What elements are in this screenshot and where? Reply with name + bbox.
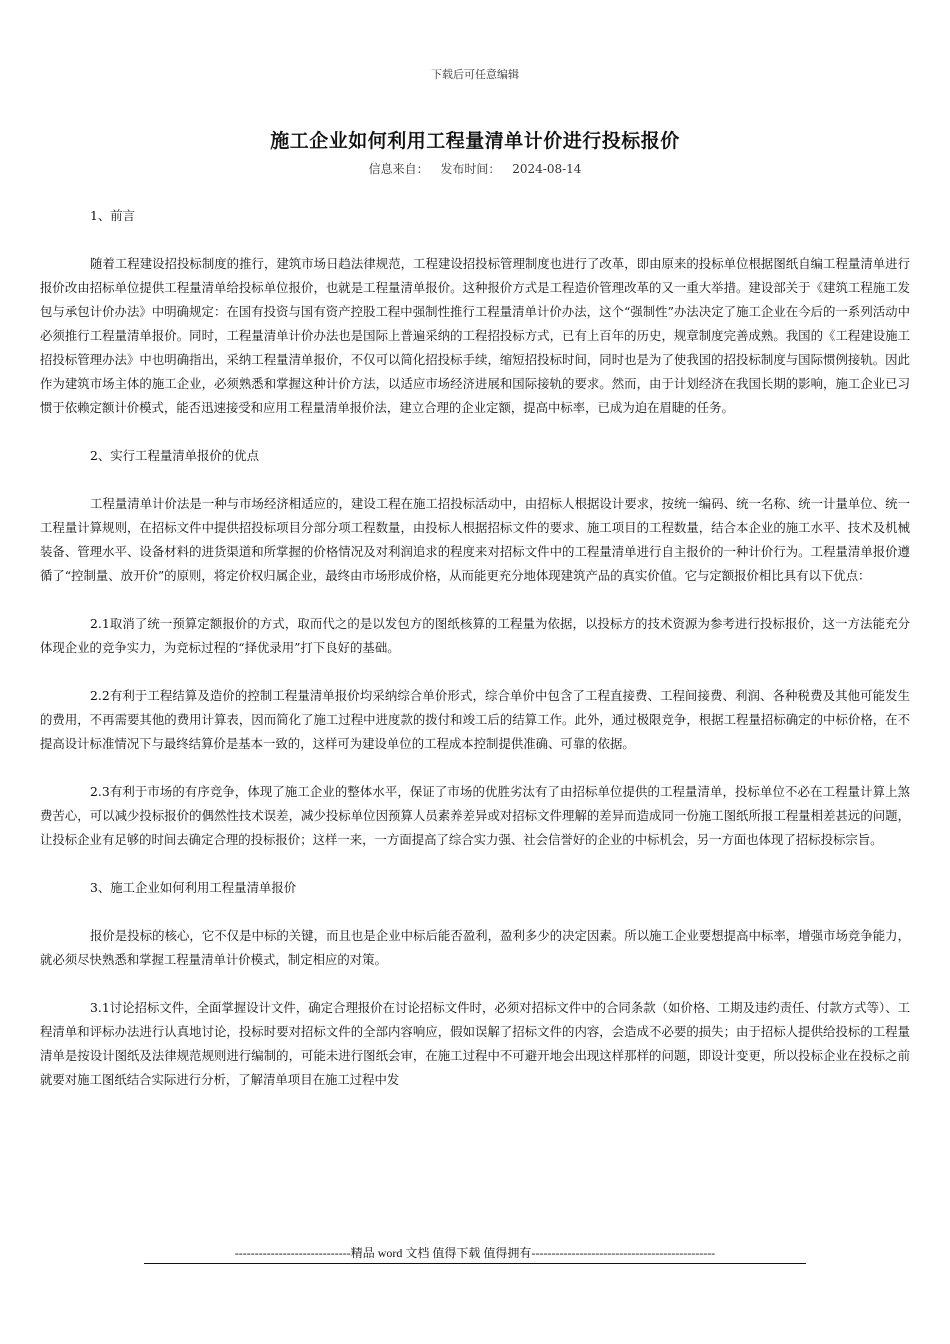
paragraph-2-3: 2.3有利于市场的有序竞争，体现了施工企业的整体水平，保证了市场的优胜劣汰有了由招标单位提供的工程量清单，投标单位不必在工程量计算上煞费苦心，可以减少投标报价的偶然性技术误差，减少投标单位因预算人员素养差异或对招标文件理解的差异而造成同一份施工图纸所报工程量相差甚远的问题，让投标企业有足够的时间去确定合理的投标报价；这样一来，一方面提高了综合实力强、社会信誉好的企业的中标机会，另一方面也体现了招标投标宗旨。: [40, 784, 910, 847]
section-heading-intro: 1、前言: [90, 208, 136, 223]
paragraph-2-2: 2.2有利于工程结算及造价的控制工程量清单报价均采纳综合单价形式，综合单价中包含了工程直接费、工程间接费、利润、各种税费及其他可能发生的费用，不再需要其他的费用计算表，因而简化了施工过程中进度款的拨付和竣工后的结算工作。此外，通过极限竞争，根据工程量招标确定的中标价格，在不提高设计标准情况下与最终结算价是基本一致的，这样可为建设单位的工程成本控制提供准确、可靠的依据。: [40, 688, 910, 751]
article-meta: [0, 160, 950, 177]
section-heading-advantages: 2、实行工程量清单报价的优点: [90, 448, 259, 463]
paragraph-how-to: 报价是投标的核心，它不仅是中标的关键，而且也是企业中标后能否盈利，盈利多少的决定因素。所以施工企业要想提高中标率，增强市场竞争能力，就必须尽快熟悉和掌握工程量清单计价模式，制定相应的对策。: [40, 928, 910, 967]
publish-time-label: 发布时间：: [440, 162, 501, 176]
source-label: 信息来自：: [368, 162, 429, 176]
paragraph-intro: 随着工程建设招投标制度的推行，建筑市场日趋法律规范，工程建设招投标管理制度也进行了改革，即由原来的投标单位根据图纸自编工程量清单进行报价改由招标单位提供工程量清单给投标单位报价，也就是工程量清单报价。这种报价方式是工程造价管理改革的又一重大举措。建设部关于《建筑工程施工发包与承包计价办法》中明确规定：在国有投资与国有资产控股工程中强制性推行工程量清单计价办法，这个“强制性”办法决定了施工企业在今后的一系列活动中必须推行工程量清单报价。同时，工程量清单计价办法也是国际上普遍采纳的工程招投标方式，已有上百年的历史，规章制度完善成熟。我国的《工程建设施工招投标管理办法》中也明确指出，采纳工程量清单报价，不仅可以简化招投标手续，缩短招投标时间，同时也是为了使我国的招投标制度与国际惯例接轨。因此作为建筑市场主体的施工企业，必须熟悉和掌握这种计价方法，以适应市场经济进展和国际接轨的要求。然而，由于计划经济在我国长期的影响，施工企业已习惯于依赖定额计价模式，能否迅速接受和应用工程量清单报价法，建立合理的企业定额，提高中标率，已成为迫在眉睫的任务。: [40, 256, 910, 415]
footer-text: -----------------------------精品 word 文档 值得下载 值得拥有----------------------------------------------: [234, 1246, 716, 1260]
article-body: [40, 204, 910, 1116]
paragraph-advantages: 工程量清单计价法是一种与市场经济相适应的，建设工程在施工招投标活动中，由招标人根据设计要求，按统一编码、统一名称、统一计量单位、统一工程量计算规则，在招标文件中提供招投标项目分部分项工程数量，由投标人根据招标文件的要求、施工项目的工程数量，结合本企业的施工水平、技术及机械装备、管理水平、设备材料的进货渠道和所掌握的价格情况及对利润追求的程度来对招标文件中的工程量清单进行自主报价的一种计价行为。工程量清单报价遵循了“控制量、放开价”的原则，将定价权归属企业，最终由市场形成价格，从而能更充分地体现建筑产品的真实价值。它与定额报价相比具有以下优点：: [40, 496, 910, 583]
section-heading-how-to: 3、施工企业如何利用工程量清单报价: [90, 880, 297, 895]
footer-divider: [144, 1263, 806, 1264]
header-note: 下载后可任意编辑: [431, 68, 519, 81]
publish-date: 2024-08-14: [512, 162, 582, 176]
page-title: 施工企业如何利用工程量清单计价进行投标报价: [270, 130, 680, 152]
paragraph-2-1: 2.1取消了统一预算定额报价的方式，取而代之的是以发包方的图纸核算的工程量为依据，以投标方的技术资源为参考进行投标报价，这一方法能充分体现企业的竞争实力，为竞标过程的“择优录用”打下良好的基础。: [40, 616, 910, 655]
paragraph-3-1: 3.1讨论招标文件，全面掌握设计文件，确定合理报价在讨论招标文件时，必须对招标文件中的合同条款（如价格、工期及违约责任、付款方式等）、工程清单和评标办法进行认真地讨论，投标时要对招标文件的全部内容响应，假如误解了招标文件的内容，会造成不必要的损失；由于招标人提供给投标的工程量清单是按设计图纸及法律规范规则进行编制的，可能未进行图纸会审，在施工过程中不可避开地会出现这样那样的问题，即设计变更，所以投标企业在投标之前就要对施工图纸结合实际进行分析，了解清单项目在施工过程中发: [40, 1000, 910, 1087]
